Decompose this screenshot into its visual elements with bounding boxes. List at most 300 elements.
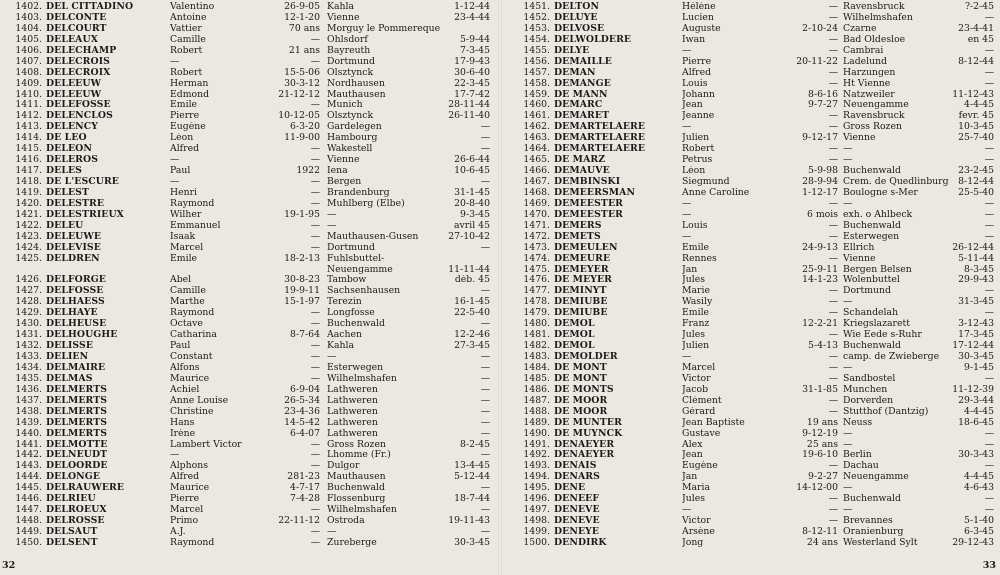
entry-row xyxy=(0,133,498,144)
surname: DELWOLDERE xyxy=(554,34,632,45)
death-place: Buchenwald xyxy=(843,494,901,505)
death-place: Ladelund xyxy=(843,56,888,67)
first-name: Marie xyxy=(682,286,710,297)
surname: DEMARC xyxy=(554,100,603,111)
first-name: Jean Baptiste xyxy=(682,417,745,428)
death-date: 13-4-45 xyxy=(454,461,490,472)
entry-row xyxy=(0,111,498,122)
entry-number: 1437. xyxy=(15,395,42,406)
birth-date: — xyxy=(310,242,320,253)
surname: DELESTRE xyxy=(46,198,105,209)
death-place: Kriegslazarett xyxy=(843,319,910,330)
entry-row xyxy=(0,177,498,188)
death-date: 17-3-45 xyxy=(958,330,994,341)
entry-row xyxy=(502,308,1000,319)
birth-date: 24 ans xyxy=(806,537,838,548)
surname: DEMOL xyxy=(554,319,595,330)
first-name: Emile xyxy=(682,308,710,319)
entry-row xyxy=(0,57,498,68)
birth-date: 9-7-27 xyxy=(808,100,838,111)
entry-row xyxy=(0,46,498,57)
death-date: — xyxy=(480,417,490,428)
entry-number: 1441. xyxy=(15,439,42,450)
surname: DEMIUBE xyxy=(554,308,608,319)
death-date: 18-6-45 xyxy=(958,417,994,428)
death-date: — xyxy=(480,133,490,144)
death-place: Buchenwald xyxy=(327,483,385,494)
surname: DENAEYER xyxy=(554,439,615,450)
death-date: — xyxy=(984,220,994,231)
surname: DELEUWE xyxy=(46,231,102,242)
first-name: Emile xyxy=(682,242,710,253)
entry-number: 1451. xyxy=(523,2,550,12)
birth-date: 30-8-23 xyxy=(284,275,320,286)
death-place: Ravensbruck xyxy=(843,2,905,12)
surname: DELMAS xyxy=(46,373,93,384)
entry-number: 1454. xyxy=(523,34,550,45)
death-date: 5-11-44 xyxy=(958,253,994,264)
death-place: Buchenwald xyxy=(843,220,901,231)
entry-row xyxy=(0,243,498,254)
entry-row xyxy=(502,199,1000,210)
entry-number: 1413. xyxy=(15,122,42,133)
entry-row xyxy=(0,275,498,286)
entry-number: 1471. xyxy=(523,220,550,231)
surname: DELMOTTE xyxy=(46,439,108,450)
birth-date: — xyxy=(310,341,320,352)
death-place: Vienne xyxy=(843,253,876,264)
entry-number: 1462. xyxy=(523,122,550,133)
death-place: Neuengamme xyxy=(327,264,393,275)
surname: DELONGE xyxy=(46,472,101,483)
entry-row xyxy=(0,505,498,516)
entry-row xyxy=(502,341,1000,352)
entry-row xyxy=(0,24,498,35)
birth-date: 6-3-20 xyxy=(290,122,320,133)
entry-number: 1476. xyxy=(523,275,550,286)
first-name: Auguste xyxy=(682,23,721,34)
death-date: 5-9-44 xyxy=(460,34,490,45)
birth-date: 10-12-05 xyxy=(278,111,320,122)
surname: DELEON xyxy=(46,144,92,155)
birth-date: — xyxy=(828,155,838,166)
death-place: Berlin xyxy=(843,450,872,461)
entry-row xyxy=(0,100,498,111)
first-name: Abel xyxy=(170,275,192,286)
birth-date: 8-7-64 xyxy=(290,330,320,341)
first-name: Robert xyxy=(170,67,203,78)
first-name: — xyxy=(170,155,180,166)
death-date: 26-6-44 xyxy=(454,155,490,166)
death-place: Nordhausen xyxy=(327,78,385,89)
birth-date: 31-1-85 xyxy=(802,384,838,395)
birth-date: 30-3-12 xyxy=(284,78,320,89)
death-date: 25-5-40 xyxy=(958,187,994,198)
death-place: — xyxy=(327,527,337,537)
entry-number: 1497. xyxy=(523,505,550,516)
surname: DELHAYE xyxy=(46,308,98,319)
first-name: Isaak xyxy=(170,231,196,242)
entry-row xyxy=(0,461,498,472)
entry-row xyxy=(502,188,1000,199)
death-place: Iena xyxy=(327,166,348,177)
death-date: — xyxy=(984,373,994,384)
surname: DEMEYER xyxy=(554,264,609,275)
death-place: Ravensbruck xyxy=(843,111,905,122)
death-place: — xyxy=(843,362,853,373)
death-date: — xyxy=(480,122,490,133)
death-date: 5-1-40 xyxy=(964,516,994,527)
birth-date: 2-10-24 xyxy=(802,23,838,34)
entry-row xyxy=(0,254,498,265)
birth-date: 19-6-10 xyxy=(802,450,838,461)
first-name: Jules xyxy=(682,330,705,341)
surname: DENEVE xyxy=(554,505,600,516)
first-name: Jeanne xyxy=(682,111,715,122)
death-date: 30-3-45 xyxy=(958,352,994,362)
surname: DENAEYER xyxy=(554,450,615,461)
entry-row xyxy=(502,319,1000,330)
death-date: — xyxy=(984,461,994,472)
entry-row xyxy=(502,46,1000,57)
surname: DELROSSE xyxy=(46,516,105,527)
death-place: — xyxy=(327,352,337,362)
birth-date: — xyxy=(310,220,320,231)
entry-row xyxy=(0,265,498,276)
death-date: — xyxy=(480,428,490,439)
entry-row xyxy=(502,461,1000,472)
death-date: 10-6-45 xyxy=(454,166,490,177)
death-date: 4-4-45 xyxy=(964,406,994,417)
death-date: — xyxy=(480,242,490,253)
first-name: Raymond xyxy=(170,198,215,209)
death-place: Lathweren xyxy=(327,384,378,395)
birth-date: 26-9-05 xyxy=(284,2,320,12)
death-date: — xyxy=(480,373,490,384)
entry-row xyxy=(502,24,1000,35)
first-name: Alex xyxy=(682,439,703,450)
first-name: Gustave xyxy=(682,428,721,439)
surname: DELEROS xyxy=(46,155,99,166)
death-date: — xyxy=(984,494,994,505)
entry-number: 1448. xyxy=(15,516,42,527)
first-name: Antoine xyxy=(170,12,207,23)
birth-date: 20-11-22 xyxy=(796,56,838,67)
entry-row xyxy=(502,440,1000,451)
entry-number: 1495. xyxy=(523,483,550,494)
surname: DELRAUWERE xyxy=(46,483,125,494)
death-place: Crem. de Quedlinburg xyxy=(843,177,949,187)
death-date: 28-11-44 xyxy=(448,100,490,111)
right-entry-list xyxy=(502,2,1000,549)
first-name: Maurice xyxy=(170,483,210,494)
surname: DENEYE xyxy=(554,527,600,537)
entry-number: 1496. xyxy=(523,494,550,505)
surname: DEMEESTER xyxy=(554,209,623,220)
entry-row xyxy=(0,352,498,363)
surname: DELNEUDT xyxy=(46,450,108,461)
first-name: Léon xyxy=(682,166,706,177)
death-date: — xyxy=(984,198,994,209)
entry-row xyxy=(502,243,1000,254)
death-place: Bayreuth xyxy=(327,45,371,56)
birth-date: — xyxy=(828,220,838,231)
surname: DE MOOR xyxy=(554,395,608,406)
entry-number: 1472. xyxy=(523,231,550,242)
birth-date: 19-1-95 xyxy=(284,209,320,220)
death-date: 29-12-43 xyxy=(952,537,994,548)
entry-number: 1470. xyxy=(523,209,550,220)
death-place: Vienne xyxy=(327,155,360,166)
first-name: Victor xyxy=(682,516,711,527)
entry-row xyxy=(0,155,498,166)
birth-date: — xyxy=(828,395,838,406)
entry-number: 1489. xyxy=(523,417,550,428)
surname: DEMINYT xyxy=(554,286,607,297)
first-name: Anne Louise xyxy=(170,395,229,406)
birth-date: — xyxy=(828,253,838,264)
death-place: Buchenwald xyxy=(843,341,901,352)
entry-row xyxy=(502,122,1000,133)
birth-date: 6 mois xyxy=(806,209,838,220)
entry-number: 1436. xyxy=(15,384,42,395)
death-date: — xyxy=(984,308,994,319)
first-name: Siegmund xyxy=(682,177,730,187)
entry-number: 1431. xyxy=(15,330,42,341)
entry-row xyxy=(502,166,1000,177)
death-place: Lathweren xyxy=(327,417,378,428)
surname: DE MOOR xyxy=(554,406,608,417)
birth-date: 24-9-13 xyxy=(802,242,838,253)
first-name: Jean xyxy=(682,100,703,111)
death-place: Wolenbuttel xyxy=(843,275,900,286)
first-name: Wasily xyxy=(682,297,713,308)
death-place: — xyxy=(843,428,853,439)
surname: DEMOL xyxy=(554,341,595,352)
death-place: Esterwegen xyxy=(327,362,384,373)
entry-row xyxy=(0,429,498,440)
entry-row xyxy=(502,527,1000,538)
death-date: 17-12-44 xyxy=(952,341,994,352)
surname: DELESTRIEUX xyxy=(46,209,124,220)
death-place: Buchenwald xyxy=(843,166,901,177)
first-name: Herman xyxy=(170,78,209,89)
surname: DE MARZ xyxy=(554,155,606,166)
death-date: 29-9-43 xyxy=(958,275,994,286)
death-date: 4-4-45 xyxy=(964,472,994,483)
entry-row xyxy=(502,57,1000,68)
death-date: — xyxy=(984,505,994,516)
death-place: Kahla xyxy=(327,341,354,352)
first-name: Iwan xyxy=(682,34,706,45)
death-date: — xyxy=(480,362,490,373)
birth-date: — xyxy=(310,527,320,537)
birth-date: — xyxy=(310,461,320,472)
entry-row xyxy=(0,483,498,494)
death-date: — xyxy=(480,395,490,406)
entry-row xyxy=(502,396,1000,407)
death-date: 8-2-45 xyxy=(460,439,490,450)
death-place: Boulogne s-Mer xyxy=(843,187,918,198)
surname: DELSAUT xyxy=(46,527,98,537)
first-name: Pierre xyxy=(170,111,200,122)
birth-date: — xyxy=(310,308,320,319)
entry-row xyxy=(502,330,1000,341)
surname: DELMERTS xyxy=(46,384,108,395)
death-date: 23-2-45 xyxy=(958,166,994,177)
birth-date: — xyxy=(828,461,838,472)
surname: DELHAESS xyxy=(46,297,105,308)
death-place: Hambourg xyxy=(327,133,378,144)
entry-row xyxy=(0,13,498,24)
first-name: — xyxy=(682,122,692,133)
surname: DE MUNTER xyxy=(554,417,622,428)
entry-number: 1433. xyxy=(15,352,42,362)
birth-date: — xyxy=(828,45,838,56)
first-name: Louis xyxy=(682,220,708,231)
death-place: Munich xyxy=(327,100,363,111)
first-name: Jules xyxy=(682,275,705,286)
death-place: Mauthausen-Gusen xyxy=(327,231,419,242)
death-date: — xyxy=(480,406,490,417)
entry-number: 1490. xyxy=(523,428,550,439)
entry-number: 1417. xyxy=(15,166,42,177)
entry-number: 1416. xyxy=(15,155,42,166)
death-place: Dortmund xyxy=(843,286,891,297)
entry-row xyxy=(502,111,1000,122)
surname: DE MONTS xyxy=(554,384,614,395)
birth-date: 14-12-00 xyxy=(796,483,838,494)
birth-date: — xyxy=(310,439,320,450)
birth-date: — xyxy=(310,56,320,67)
first-name: — xyxy=(170,177,180,187)
first-name: Maria xyxy=(682,483,711,494)
first-name: Raymond xyxy=(170,537,215,548)
birth-date: — xyxy=(828,122,838,133)
birth-date: — xyxy=(828,67,838,78)
surname: DELDREN xyxy=(46,253,100,264)
surname: DELHOUGHE xyxy=(46,330,118,341)
death-place: — xyxy=(843,439,853,450)
surname: DELMERTS xyxy=(46,395,108,406)
entry-number: 1488. xyxy=(523,406,550,417)
birth-date: — xyxy=(310,319,320,330)
first-name: Jules xyxy=(682,494,705,505)
death-place: — xyxy=(327,220,337,231)
death-place: Bad Oldesloe xyxy=(843,34,906,45)
entry-row xyxy=(0,232,498,243)
death-date: en 45 xyxy=(967,34,994,45)
death-date: — xyxy=(984,155,994,166)
birth-date: — xyxy=(828,297,838,308)
death-date: 11-11-44 xyxy=(448,264,490,275)
surname: DELMAIRE xyxy=(46,362,106,373)
death-place: — xyxy=(843,198,853,209)
entry-number: 1460. xyxy=(523,100,550,111)
birth-date: 70 ans xyxy=(288,23,320,34)
entry-row xyxy=(0,440,498,451)
entry-number: 1434. xyxy=(15,362,42,373)
death-date: 8-12-44 xyxy=(958,56,994,67)
entry-number: 1440. xyxy=(15,428,42,439)
birth-date: 7-4-28 xyxy=(290,494,320,505)
death-place: Vienne xyxy=(327,12,360,23)
first-name: Valentino xyxy=(170,2,215,12)
surname: DELENCY xyxy=(46,122,99,133)
surname: DELEAUX xyxy=(46,34,99,45)
birth-date: 9-2-27 xyxy=(808,472,838,483)
first-name: Alfred xyxy=(682,67,712,78)
death-date: 9-1-45 xyxy=(964,362,994,373)
death-date: 11-12-39 xyxy=(952,384,994,395)
first-name: Alphons xyxy=(170,461,208,472)
death-place: Lathweren xyxy=(327,406,378,417)
death-date: 5-12-44 xyxy=(454,472,490,483)
death-place: Buchenwald xyxy=(327,319,385,330)
entry-number: 1456. xyxy=(523,56,550,67)
entry-row xyxy=(0,374,498,385)
entry-row xyxy=(502,133,1000,144)
death-date: 22-3-45 xyxy=(454,78,490,89)
surname: DENE xyxy=(554,483,586,494)
surname: DEMEESTER xyxy=(554,198,623,209)
entry-number: 1481. xyxy=(523,330,550,341)
death-place: Bergen Belsen xyxy=(843,264,912,275)
birth-date: 1-12-17 xyxy=(802,187,838,198)
entry-number: 1458. xyxy=(523,78,550,89)
entry-number: 1427. xyxy=(15,286,42,297)
entry-number: 1487. xyxy=(523,395,550,406)
entry-number: 1409. xyxy=(15,78,42,89)
first-name: Victor xyxy=(682,373,711,384)
first-name: Franz xyxy=(682,319,710,330)
first-name: — xyxy=(682,209,692,220)
first-name: Camille xyxy=(170,34,206,45)
surname: DELEFOSSE xyxy=(46,100,111,111)
birth-date: — xyxy=(310,537,320,548)
entry-number: 1453. xyxy=(523,23,550,34)
entry-row xyxy=(0,286,498,297)
birth-date: 15-5-06 xyxy=(284,67,320,78)
first-name: Marcel xyxy=(682,362,716,373)
death-date: 4-6-43 xyxy=(964,483,994,494)
death-place: Mauthausen xyxy=(327,89,386,100)
birth-date: 21-12-12 xyxy=(278,89,320,100)
birth-date: — xyxy=(828,2,838,12)
entry-number: 1406. xyxy=(15,45,42,56)
death-date: 30-3-43 xyxy=(958,450,994,461)
death-place: Gross Rozen xyxy=(327,439,386,450)
entry-number: 1485. xyxy=(523,373,550,384)
first-name: Catharina xyxy=(170,330,217,341)
death-place: Schandelah xyxy=(843,308,899,319)
first-name: Vattier xyxy=(170,23,202,34)
first-name: Primo xyxy=(170,516,199,527)
birth-date: 281-23 xyxy=(287,472,320,483)
death-date: — xyxy=(480,384,490,395)
entry-row xyxy=(502,177,1000,188)
surname: DEMIUBE xyxy=(554,297,608,308)
first-name: Emile xyxy=(170,253,198,264)
birth-date: — xyxy=(828,111,838,122)
death-date: 20-8-40 xyxy=(454,198,490,209)
death-date: 12-2-46 xyxy=(454,330,490,341)
death-date: 4-4-45 xyxy=(964,100,994,111)
birth-date: 28-9-94 xyxy=(802,177,838,187)
entry-row xyxy=(0,494,498,505)
surname: DELEEUW xyxy=(46,89,102,100)
death-place: Czarne xyxy=(843,23,877,34)
